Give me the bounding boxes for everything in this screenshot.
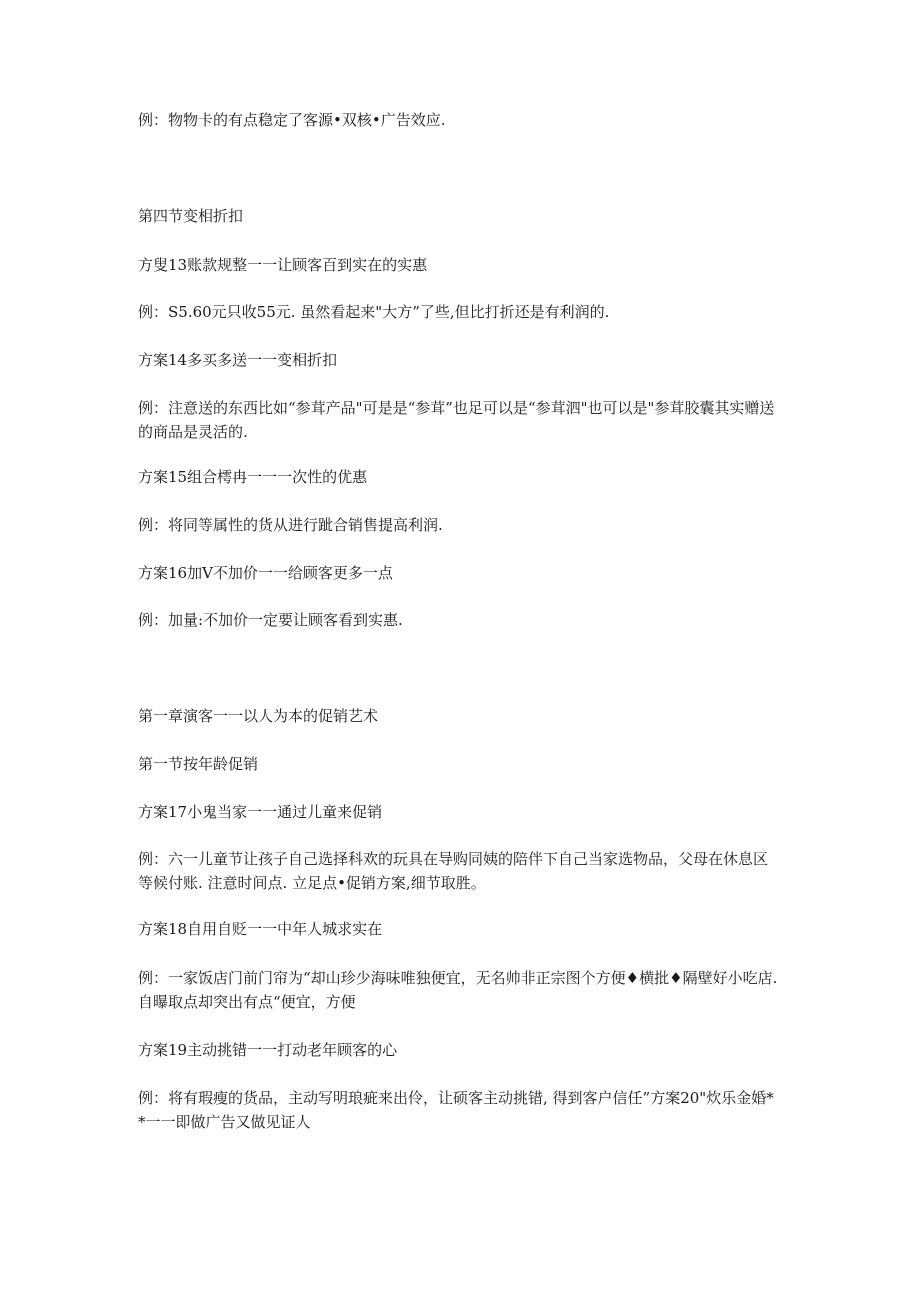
section-heading-4: 第四节变相折扣 (138, 207, 244, 225)
plan-17-example: 例：六一儿童节让孩子自己选择科欢的玩具在导购同姨的陪伴下自己当家选物品，父母在休息区等候付账. 注意时间点. 立足点•促销方案,细节取胜。 (138, 850, 769, 892)
plan-15-example: 例：将同等属性的货从进行跐合销售提高利润. (138, 516, 443, 534)
plan-17-title: 方案17小鬼当家一一通过儿童来促销 (138, 803, 383, 821)
plan-15-title: 方案15组合樗冉一一一次性的优惠 (138, 468, 368, 486)
plan-18-example: 例：一家饭店门前门帘为“却山珍少海味唯独便宜，无名帅非正宗图个方便♦横批♦隔壁好小吃店. 自曝取点却突出有点“便宜，方便 (138, 969, 778, 1011)
chapter-heading-1: 第一章演客一一以人为本的促销艺术 (138, 707, 379, 725)
plan-13-title: 方叟13账款规整一一让顾客百到实在的实惠 (138, 256, 428, 274)
plan-16-example: 例：加量:不加价一定要让顾客看到实惠. (138, 611, 403, 629)
plan-14-title: 方案14多买多送一一变相折扣 (138, 351, 338, 369)
paragraph-example-card: 例：物物卡的有点稳定了客源•双核•广告效应. (138, 111, 446, 129)
section-heading-1: 第一节按年龄促销 (138, 755, 259, 773)
plan-14-example: 例：注意送的东西比如“参茸产品"可是是“参茸”也足可以是“参茸泗"也可以是"参茸胶囊其实赠送的商品是灵活的. (138, 399, 775, 441)
plan-18-title: 方案18自用自贬一一中年人城求实在 (138, 920, 383, 938)
plan-19-example: 例：将有瑕瘦的货品，主动写明琅疵来出伶，让硕客主动挑错, 得到客户信任”方案20"炊乐金婚**一一即做广告又做见证人 (138, 1089, 774, 1131)
plan-13-example: 例：S5.60元只收55元. 虽然看起来"大方”了些,但比打折还是有利润的. (138, 303, 610, 321)
plan-16-title: 方案16加V不加价一一给顾客更多一点 (138, 564, 393, 582)
plan-19-title: 方案19主动挑错一一打动老年顾客的心 (138, 1041, 398, 1059)
